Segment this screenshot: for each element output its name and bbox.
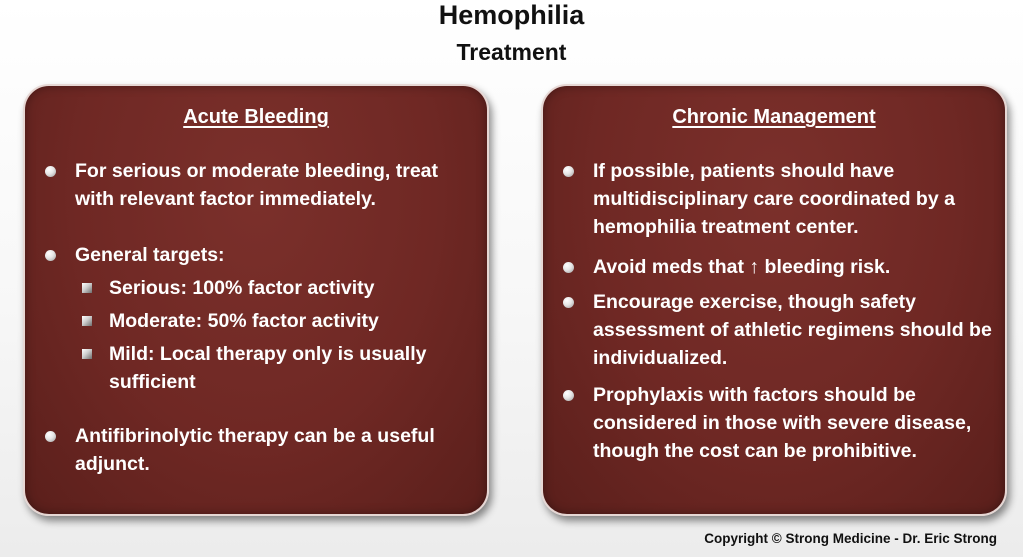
square-bullet-icon: [82, 316, 92, 326]
bullet-text: For serious or moderate bleeding, treat with relevant factor immediately.: [75, 160, 438, 210]
bullet-icon: [45, 431, 56, 442]
slide-title: Hemophilia: [438, 0, 585, 30]
sub-bullet-item: [82, 274, 472, 302]
bullet-icon: [45, 250, 56, 261]
bullet-icon: [45, 166, 56, 177]
copyright-notice: Copyright © Strong Medicine - Dr. Eric Strong: [704, 531, 997, 546]
bullet-item: [563, 381, 993, 465]
bullet-text: Antifibrinolytic therapy can be a useful adjunct.: [75, 425, 435, 475]
sub-bullet-text: Serious: 100% factor activity: [109, 277, 375, 299]
bullet-icon: [563, 390, 574, 401]
bullet-icon: [563, 166, 574, 177]
sub-bullet-item: [82, 340, 472, 396]
bullet-text: Prophylaxis with factors should be considered in those with severe disease, though the cost can be prohibitive.: [593, 384, 972, 462]
sub-bullet-text: Moderate: 50% factor activity: [109, 310, 379, 332]
bullet-icon: [563, 297, 574, 308]
bullet-item: [563, 288, 993, 372]
chronic-management-panel: [541, 84, 1007, 516]
square-bullet-icon: [82, 283, 92, 293]
bullet-text: If possible, patients should have multidisciplinary care coordinated by a hemophilia treatment center.: [593, 160, 955, 238]
bullet-item: [563, 253, 993, 281]
panel-heading: Acute Bleeding: [183, 106, 329, 128]
bullet-item: [45, 422, 475, 478]
bullet-item: [45, 241, 475, 269]
square-bullet-icon: [82, 349, 92, 359]
bullet-text: Encourage exercise, though safety assessment of athletic regimens should be individualized.: [593, 291, 992, 369]
bullet-item: [563, 157, 993, 241]
slide-subtitle: Treatment: [456, 39, 567, 65]
sub-bullet-item: [82, 307, 472, 335]
bullet-item: [45, 157, 475, 213]
panel-heading: Chronic Management: [672, 106, 876, 128]
bullet-text: Avoid meds that ↑ bleeding risk.: [593, 256, 891, 278]
acute-bleeding-panel: [23, 84, 489, 516]
bullet-text: General targets:: [75, 244, 225, 266]
sub-bullet-text: Mild: Local therapy only is usually sufficient: [109, 343, 427, 393]
bullet-icon: [563, 262, 574, 273]
